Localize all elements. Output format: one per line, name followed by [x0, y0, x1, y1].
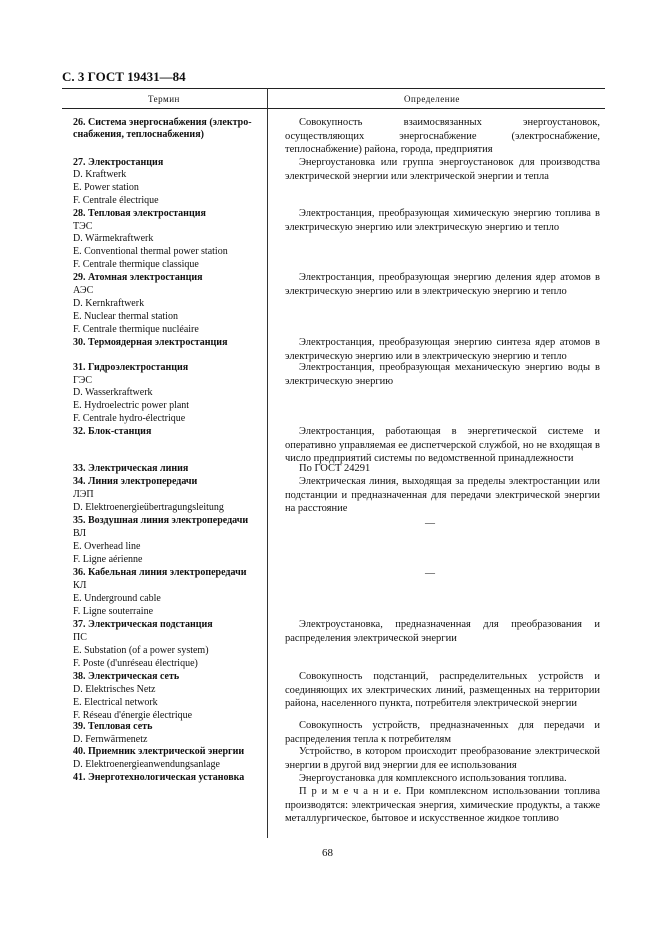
page-number: 68: [322, 847, 333, 859]
term-line: 27. Электростанция: [73, 157, 164, 168]
term-line: ВЛ: [73, 528, 87, 539]
column-head-term: Термин: [148, 94, 180, 104]
term-line: 29. Атомная электростанция: [73, 272, 203, 283]
term-line: 37. Электрическая подстанция: [73, 619, 213, 630]
term-line: F. Ligne souterraine: [73, 606, 154, 617]
header-rule: [62, 108, 605, 109]
definition-text: Электростанция, преобразующая механическую энергию воды в электрическую энергию: [285, 362, 600, 387]
term-line: 35. Воздушная линия электропередачи: [73, 515, 249, 526]
definition-text: Электростанция, преобразующая химическую энергию топлива в электрическую энергию или электрическую энергию и тепло: [285, 208, 600, 233]
term-line: 41. Энерготехнологическая установка: [73, 772, 245, 783]
term-line: D. Wärmekraftwerk: [73, 233, 154, 244]
term-line: 31. Гидроэлектростанция: [73, 362, 189, 373]
page-header: С. 3 ГОСТ 19431—84: [62, 69, 186, 84]
term-line: D. Kraftwerk: [73, 169, 127, 180]
term-line: D. Elektrisches Netz: [73, 684, 156, 695]
term-line: ТЭС: [73, 221, 93, 232]
term-line: E. Hydroelectric power plant: [73, 400, 190, 411]
definition-dash: —: [425, 518, 435, 529]
term-line: E. Electrical network: [73, 697, 158, 708]
term-line: ПС: [73, 632, 87, 643]
term-line: ЛЭП: [73, 489, 94, 500]
term-line: F. Centrale hydro-électrique: [73, 413, 186, 424]
term-line: 28. Тепловая электростанция: [73, 208, 206, 219]
term-line: E. Power station: [73, 182, 139, 193]
definition-text: Совокупность устройств, предназначенных для передачи и распределения тепла к потребителям: [285, 720, 600, 745]
term-line: D. Fernwärmenetz: [73, 734, 148, 745]
definition-text: Энергоустановка или группа энергоустановок для производства электрической энергии или электрической энергии и тепла: [285, 157, 600, 182]
term-line: 40. Приемник электрической энергии: [73, 746, 245, 757]
definition-text: Энергоустановка для комплексного использования топлива.: [299, 773, 567, 784]
definition-text: Совокупность взаимосвязанных энергоустановок, осуществляющих энергоснабжение (электроснабжение, теплоснабжение) района, города, предприятия: [285, 117, 600, 155]
term-line: E. Substation (of a power system): [73, 645, 209, 656]
definition-text: По ГОСТ 24291: [299, 463, 371, 474]
term-line: снабжения, теплоснабжения): [73, 129, 204, 140]
term-line: КЛ: [73, 580, 87, 591]
definition-text: П р и м е ч а н и е. При комплексном использовании топлива производятся: электрическая энергия, химические продукты, а также металлургическое, бытовое и искусственное жидкое топливо: [285, 786, 600, 824]
term-line: АЭС: [73, 285, 94, 296]
term-line: 30. Термоядерная электростанция: [73, 337, 228, 348]
term-line: F. Centrale thermique classique: [73, 259, 199, 270]
term-line: 26. Система энергоснабжения (электро-: [73, 117, 252, 128]
definition-text: Электростанция, преобразующая энергию синтеза ядер атомов в электрическую энергию или в электрическую энергию и тепло: [285, 337, 600, 362]
term-line: E. Nuclear thermal station: [73, 311, 178, 322]
definition-text: Электрическая линия, выходящая за пределы электростанции или подстанции и предназначенная для передачи электрической энергии на расстояние: [285, 476, 600, 514]
term-line: F. Poste (d'unréseau électrique): [73, 658, 198, 669]
term-line: 33. Электрическая линия: [73, 463, 189, 474]
term-line: F. Réseau d'énergie électrique: [73, 710, 193, 721]
top-rule: [62, 88, 605, 89]
column-divider: [267, 88, 268, 838]
term-line: F. Centrale électrique: [73, 195, 159, 206]
definition-text: Совокупность подстанций, распределительных устройств и соединяющих их электрических линий, размещенных на территории района, населенного пункта, потребителя электрической энергии: [285, 671, 600, 709]
term-line: D. Elektroenergieanwendungsanlage: [73, 759, 220, 770]
definition-text: Электростанция, работающая в энергетической системе и оперативно управляемая ее диспетчерской службой, но не входящая в число предприятий системы по ведомственной принадлежности: [285, 426, 600, 464]
term-line: E. Conventional thermal power station: [73, 246, 228, 257]
term-line: ГЭС: [73, 375, 93, 386]
term-line: 39. Тепловая сеть: [73, 721, 153, 732]
term-line: D. Wasserkraftwerk: [73, 387, 153, 398]
term-line: F. Ligne aérienne: [73, 554, 143, 565]
term-line: 36. Кабельная линия электропередачи: [73, 567, 247, 578]
term-line: D. Elektroenergieübertragungsleitung: [73, 502, 224, 513]
term-line: D. Kernkraftwerk: [73, 298, 145, 309]
term-line: 38. Электрическая сеть: [73, 671, 180, 682]
column-head-definition: Определение: [404, 94, 460, 104]
definition-text: Электроустановка, предназначенная для преобразования и распределения электрической энергии: [285, 619, 600, 644]
definition-text: Устройство, в котором происходит преобразование электрической энергии в другой вид энергии для ее использования: [285, 746, 600, 771]
definition-text: Электростанция, преобразующая энергию деления ядер атомов в электрическую энергию или в электрическую энергию и тепло: [285, 272, 600, 297]
term-line: F. Centrale thermique nucléaire: [73, 324, 199, 335]
term-line: 34. Линия электропередачи: [73, 476, 198, 487]
term-line: E. Underground cable: [73, 593, 161, 604]
definition-dash: —: [425, 568, 435, 579]
term-line: E. Overhead line: [73, 541, 141, 552]
term-line: 32. Блок-станция: [73, 426, 152, 437]
